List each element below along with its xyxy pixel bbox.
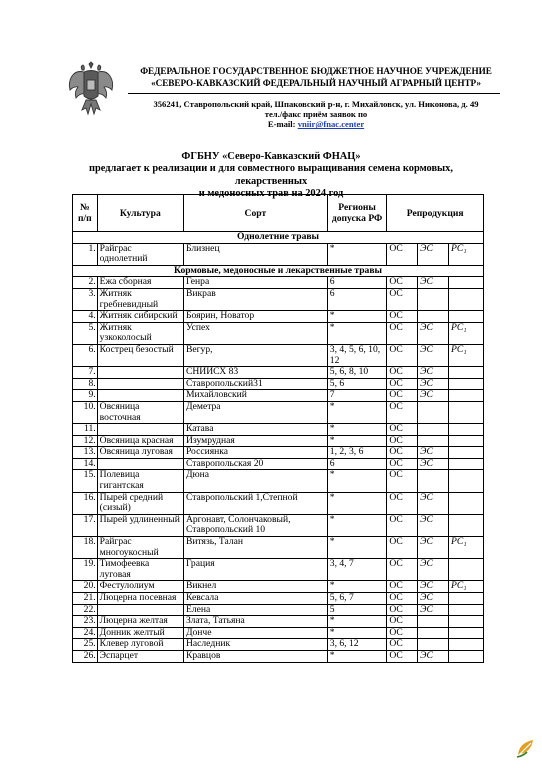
table-row — [73, 277, 484, 289]
org-line-1: ФЕДЕРАЛЬНОЕ ГОСУДАРСТВЕННОЕ БЮДЖЕТНОЕ НАУЧНОЕ УЧРЕЖДЕНИЕ — [140, 66, 492, 76]
reproduction-os-cell: ОС — [387, 627, 418, 639]
reproduction-os-cell: ОС — [387, 367, 418, 379]
reproduction-rs-cell — [448, 277, 483, 289]
reproduction-es-cell: ЭС — [418, 378, 449, 390]
table-row — [73, 559, 484, 581]
reproduction-es-cell — [418, 435, 449, 447]
regions-cell: * — [327, 581, 387, 593]
variety-cell: Наследник — [183, 639, 327, 651]
reproduction-rs-cell — [448, 367, 483, 379]
variety-cell: Злата, Татьяна — [183, 616, 327, 628]
reproduction-os-cell: ОС — [387, 514, 418, 536]
variety-cell: Витязь, Талан — [183, 537, 327, 559]
crop-cell: Донник желтый — [97, 627, 183, 639]
row-number: 21. — [73, 593, 98, 605]
reproduction-os-cell: ОС — [387, 492, 418, 514]
reproduction-rs-cell — [448, 401, 483, 423]
crop-cell: Тимофеевка луговая — [97, 559, 183, 581]
row-number: 9. — [73, 390, 98, 402]
reproduction-rs-cell: РС₁ — [448, 243, 483, 265]
row-number: 23. — [73, 616, 98, 628]
reproduction-rs-cell — [448, 458, 483, 470]
variety-cell: Успех — [183, 322, 327, 344]
reproduction-es-cell: ЭС — [418, 322, 449, 344]
variety-cell: Изумрудная — [183, 435, 327, 447]
reproduction-rs-cell — [448, 311, 483, 323]
reproduction-os-cell: ОС — [387, 581, 418, 593]
reproduction-os-cell: ОС — [387, 435, 418, 447]
table-row — [73, 537, 484, 559]
variety-cell: Викрав — [183, 288, 327, 310]
row-number: 13. — [73, 447, 98, 459]
reproduction-rs-cell — [448, 593, 483, 605]
reproduction-rs-cell — [448, 435, 483, 447]
crop-cell: Люцерна посевная — [97, 593, 183, 605]
leaf-logo-icon — [515, 737, 537, 759]
row-number: 24. — [73, 627, 98, 639]
email-line — [126, 119, 506, 129]
regions-cell: * — [327, 492, 387, 514]
reproduction-rs-cell — [448, 639, 483, 651]
reproduction-es-cell — [418, 470, 449, 492]
table-body — [73, 232, 484, 663]
reproduction-rs-cell — [448, 492, 483, 514]
regions-cell: * — [327, 311, 387, 323]
row-number: 5. — [73, 322, 98, 344]
organization-name — [126, 66, 506, 89]
crop-cell: Житняк узкоколосый — [97, 322, 183, 344]
regions-cell: * — [327, 401, 387, 423]
reproduction-es-cell: ЭС — [418, 367, 449, 379]
row-number: 17. — [73, 514, 98, 536]
seed-table — [72, 194, 484, 663]
contact-block — [126, 99, 506, 130]
regions-cell: 1, 2, 3, 6 — [327, 447, 387, 459]
regions-cell: 3, 4, 5, 6, 10, 12 — [327, 344, 387, 366]
table-row — [73, 390, 484, 402]
reproduction-rs-cell: РС₁ — [448, 581, 483, 593]
row-number: 7. — [73, 367, 98, 379]
reproduction-rs-cell — [448, 650, 483, 662]
row-number: 12. — [73, 435, 98, 447]
table-row — [73, 470, 484, 492]
table-row — [73, 311, 484, 323]
regions-cell: 3, 6, 12 — [327, 639, 387, 651]
crop-cell: Овсяница луговая — [97, 447, 183, 459]
reproduction-es-cell — [418, 401, 449, 423]
table-header-row — [73, 195, 484, 232]
table-row — [73, 627, 484, 639]
reproduction-es-cell — [418, 627, 449, 639]
section-title: Однолетние травы — [73, 232, 484, 244]
reproduction-rs-cell — [448, 390, 483, 402]
reproduction-es-cell: ЭС — [418, 604, 449, 616]
regions-cell: 6 — [327, 277, 387, 289]
table-row — [73, 492, 484, 514]
crop-cell — [97, 458, 183, 470]
variety-cell: Боярин, Новатор — [183, 311, 327, 323]
variety-cell: Россиянка — [183, 447, 327, 459]
reproduction-rs-cell — [448, 559, 483, 581]
regions-cell: 7 — [327, 390, 387, 402]
org-line-2: «СЕВЕРО-КАВКАЗСКИЙ ФЕДЕРАЛЬНЫЙ НАУЧНЫЙ АГРАРНЫЙ ЦЕНТР» — [151, 77, 481, 88]
variety-cell: Кевсала — [183, 593, 327, 605]
table-row — [73, 435, 484, 447]
crop-cell — [97, 604, 183, 616]
table-row — [73, 639, 484, 651]
crop-cell — [97, 367, 183, 379]
table-row — [73, 367, 484, 379]
col-header-crop: Культура — [97, 195, 183, 232]
reproduction-os-cell: ОС — [387, 344, 418, 366]
crop-cell: Ежа сборная — [97, 277, 183, 289]
reproduction-rs-cell: РС₁ — [448, 322, 483, 344]
reproduction-rs-cell: РС₁ — [448, 537, 483, 559]
reproduction-es-cell — [418, 311, 449, 323]
reproduction-rs-cell — [448, 604, 483, 616]
row-number: 26. — [73, 650, 98, 662]
crop-cell — [97, 378, 183, 390]
regions-cell: 6 — [327, 458, 387, 470]
reproduction-rs-cell — [448, 627, 483, 639]
variety-cell: Викнел — [183, 581, 327, 593]
email-label: E-mail: — [267, 119, 298, 130]
table-row — [73, 650, 484, 662]
coat-of-arms-icon — [62, 60, 120, 120]
row-number: 25. — [73, 639, 98, 651]
reproduction-rs-cell — [448, 424, 483, 436]
reproduction-es-cell: ЭС — [418, 492, 449, 514]
reproduction-os-cell: ОС — [387, 559, 418, 581]
reproduction-os-cell: ОС — [387, 639, 418, 651]
crop-cell: Эспарцет — [97, 650, 183, 662]
section-row — [73, 265, 484, 277]
regions-cell: 5, 6 — [327, 378, 387, 390]
crop-cell: Райграс однолетний — [97, 243, 183, 265]
crop-cell: Житняк гребневидный — [97, 288, 183, 310]
crop-cell: Овсяница восточная — [97, 401, 183, 423]
table-row — [73, 243, 484, 265]
regions-cell: * — [327, 424, 387, 436]
row-number: 4. — [73, 311, 98, 323]
row-number: 2. — [73, 277, 98, 289]
table-row — [73, 344, 484, 366]
reproduction-os-cell: ОС — [387, 311, 418, 323]
variety-cell: Аргонавт, Солончаковый, Ставропольский 10 — [183, 514, 327, 536]
row-number: 6. — [73, 344, 98, 366]
reproduction-rs-cell — [448, 514, 483, 536]
regions-cell: * — [327, 322, 387, 344]
reproduction-os-cell: ОС — [387, 243, 418, 265]
regions-cell: * — [327, 537, 387, 559]
variety-cell: Катава — [183, 424, 327, 436]
reproduction-es-cell — [418, 616, 449, 628]
variety-cell: Грация — [183, 559, 327, 581]
reproduction-os-cell: ОС — [387, 447, 418, 459]
row-number: 22. — [73, 604, 98, 616]
regions-cell: * — [327, 650, 387, 662]
crop-cell: Фестулолиум — [97, 581, 183, 593]
reproduction-rs-cell — [448, 288, 483, 310]
address-text: 356241, Ставропольский край, Шпаковский р-н, г. Михайловск, ул. Никонова, д. 49 — [153, 99, 479, 109]
col-header-number: № п/п — [73, 195, 98, 232]
reproduction-es-cell: ЭС — [418, 581, 449, 593]
row-number: 16. — [73, 492, 98, 514]
regions-cell: * — [327, 616, 387, 628]
table-row — [73, 401, 484, 423]
variety-cell: Елена — [183, 604, 327, 616]
table-row — [73, 322, 484, 344]
table-row — [73, 604, 484, 616]
row-number: 15. — [73, 470, 98, 492]
table-row — [73, 447, 484, 459]
regions-cell: * — [327, 435, 387, 447]
reproduction-os-cell: ОС — [387, 424, 418, 436]
reproduction-os-cell: ОС — [387, 470, 418, 492]
section-title: Кормовые, медоносные и лекарственные травы — [73, 265, 484, 277]
section-row — [73, 232, 484, 244]
crop-cell: Пырей средний (сизый) — [97, 492, 183, 514]
table-row — [73, 378, 484, 390]
crop-cell: Пырей удлиненный — [97, 514, 183, 536]
variety-cell: Ставропольский31 — [183, 378, 327, 390]
regions-cell: 3, 4, 7 — [327, 559, 387, 581]
reproduction-rs-cell — [448, 616, 483, 628]
headline-line-1: ФГБНУ «Северо-Кавказский ФНАЦ» — [181, 151, 361, 162]
crop-cell — [97, 390, 183, 402]
regions-cell: 5 — [327, 604, 387, 616]
variety-cell: Ставропольская 20 — [183, 458, 327, 470]
headline-line-3: и медоносных трав на 2024 год — [198, 187, 344, 199]
reproduction-es-cell: ЭС — [418, 650, 449, 662]
reproduction-rs-cell — [448, 447, 483, 459]
row-number: 19. — [73, 559, 98, 581]
row-number: 20. — [73, 581, 98, 593]
crop-cell: Люцерна желтая — [97, 616, 183, 628]
reproduction-os-cell: ОС — [387, 593, 418, 605]
variety-cell: Кравцов — [183, 650, 327, 662]
regions-cell: 5, 6, 7 — [327, 593, 387, 605]
crop-cell: Райграс многоукосный — [97, 537, 183, 559]
crop-cell: Кострец безостый — [97, 344, 183, 366]
variety-cell: Близнец — [183, 243, 327, 265]
reproduction-os-cell: ОС — [387, 616, 418, 628]
reproduction-os-cell: ОС — [387, 322, 418, 344]
regions-cell: 6 — [327, 288, 387, 310]
offer-headline — [60, 151, 482, 200]
crop-cell — [97, 424, 183, 436]
crop-cell: Полевица гигантская — [97, 470, 183, 492]
row-number: 10. — [73, 401, 98, 423]
row-number: 3. — [73, 288, 98, 310]
table-row — [73, 593, 484, 605]
regions-cell: * — [327, 514, 387, 536]
reproduction-os-cell: ОС — [387, 604, 418, 616]
variety-cell: Михайловский — [183, 390, 327, 402]
reproduction-es-cell — [418, 288, 449, 310]
reproduction-rs-cell — [448, 378, 483, 390]
regions-cell: * — [327, 627, 387, 639]
reproduction-es-cell: ЭС — [418, 390, 449, 402]
reproduction-es-cell: ЭС — [418, 243, 449, 265]
phone-text: тел./факс приём заявок по — [264, 109, 368, 120]
reproduction-os-cell: ОС — [387, 650, 418, 662]
table-row — [73, 288, 484, 310]
reproduction-os-cell: ОС — [387, 537, 418, 559]
row-number: 18. — [73, 537, 98, 559]
table-row — [73, 424, 484, 436]
variety-cell: Ставропольский 1,Степной — [183, 492, 327, 514]
email-link[interactable]: vnііr@fnac.center — [297, 119, 365, 130]
variety-cell: Деметра — [183, 401, 327, 423]
variety-cell: Вегур, — [183, 344, 327, 366]
reproduction-es-cell — [418, 424, 449, 436]
reproduction-es-cell: ЭС — [418, 447, 449, 459]
header-divider — [128, 93, 500, 94]
regions-cell: 5, 6, 8, 10 — [327, 367, 387, 379]
col-header-variety: Сорт — [183, 195, 327, 232]
table-row — [73, 514, 484, 536]
regions-cell: * — [327, 243, 387, 265]
reproduction-os-cell: ОС — [387, 288, 418, 310]
variety-cell: Генра — [183, 277, 327, 289]
crop-cell: Житняк сибирский — [97, 311, 183, 323]
reproduction-rs-cell: РС₁ — [448, 344, 483, 366]
crop-cell: Клевер луговой — [97, 639, 183, 651]
reproduction-rs-cell — [448, 470, 483, 492]
reproduction-es-cell: ЭС — [418, 514, 449, 536]
reproduction-os-cell: ОС — [387, 401, 418, 423]
table-row — [73, 581, 484, 593]
table-row — [73, 616, 484, 628]
reproduction-os-cell: ОС — [387, 277, 418, 289]
reproduction-es-cell: ЭС — [418, 458, 449, 470]
variety-cell: СНИИСХ 83 — [183, 367, 327, 379]
variety-cell: Дюна — [183, 470, 327, 492]
reproduction-es-cell: ЭС — [418, 344, 449, 366]
reproduction-os-cell: ОС — [387, 378, 418, 390]
row-number: 8. — [73, 378, 98, 390]
reproduction-es-cell: ЭС — [418, 593, 449, 605]
reproduction-es-cell: ЭС — [418, 277, 449, 289]
col-header-regions: Регионы допуска РФ — [327, 195, 387, 232]
table-row — [73, 458, 484, 470]
reproduction-os-cell: ОС — [387, 390, 418, 402]
row-number: 1. — [73, 243, 98, 265]
variety-cell: Донче — [183, 627, 327, 639]
row-number: 11. — [73, 424, 98, 436]
crop-cell: Овсяница красная — [97, 435, 183, 447]
regions-cell: * — [327, 470, 387, 492]
reproduction-es-cell: ЭС — [418, 559, 449, 581]
reproduction-es-cell — [418, 639, 449, 651]
headline-line-2: предлагает к реализации и для совместного выращивания семена кормовых, лекарственных — [89, 163, 453, 187]
reproduction-es-cell: ЭС — [418, 537, 449, 559]
reproduction-os-cell: ОС — [387, 458, 418, 470]
row-number: 14. — [73, 458, 98, 470]
col-header-reproduction: Репродукция — [387, 195, 484, 232]
